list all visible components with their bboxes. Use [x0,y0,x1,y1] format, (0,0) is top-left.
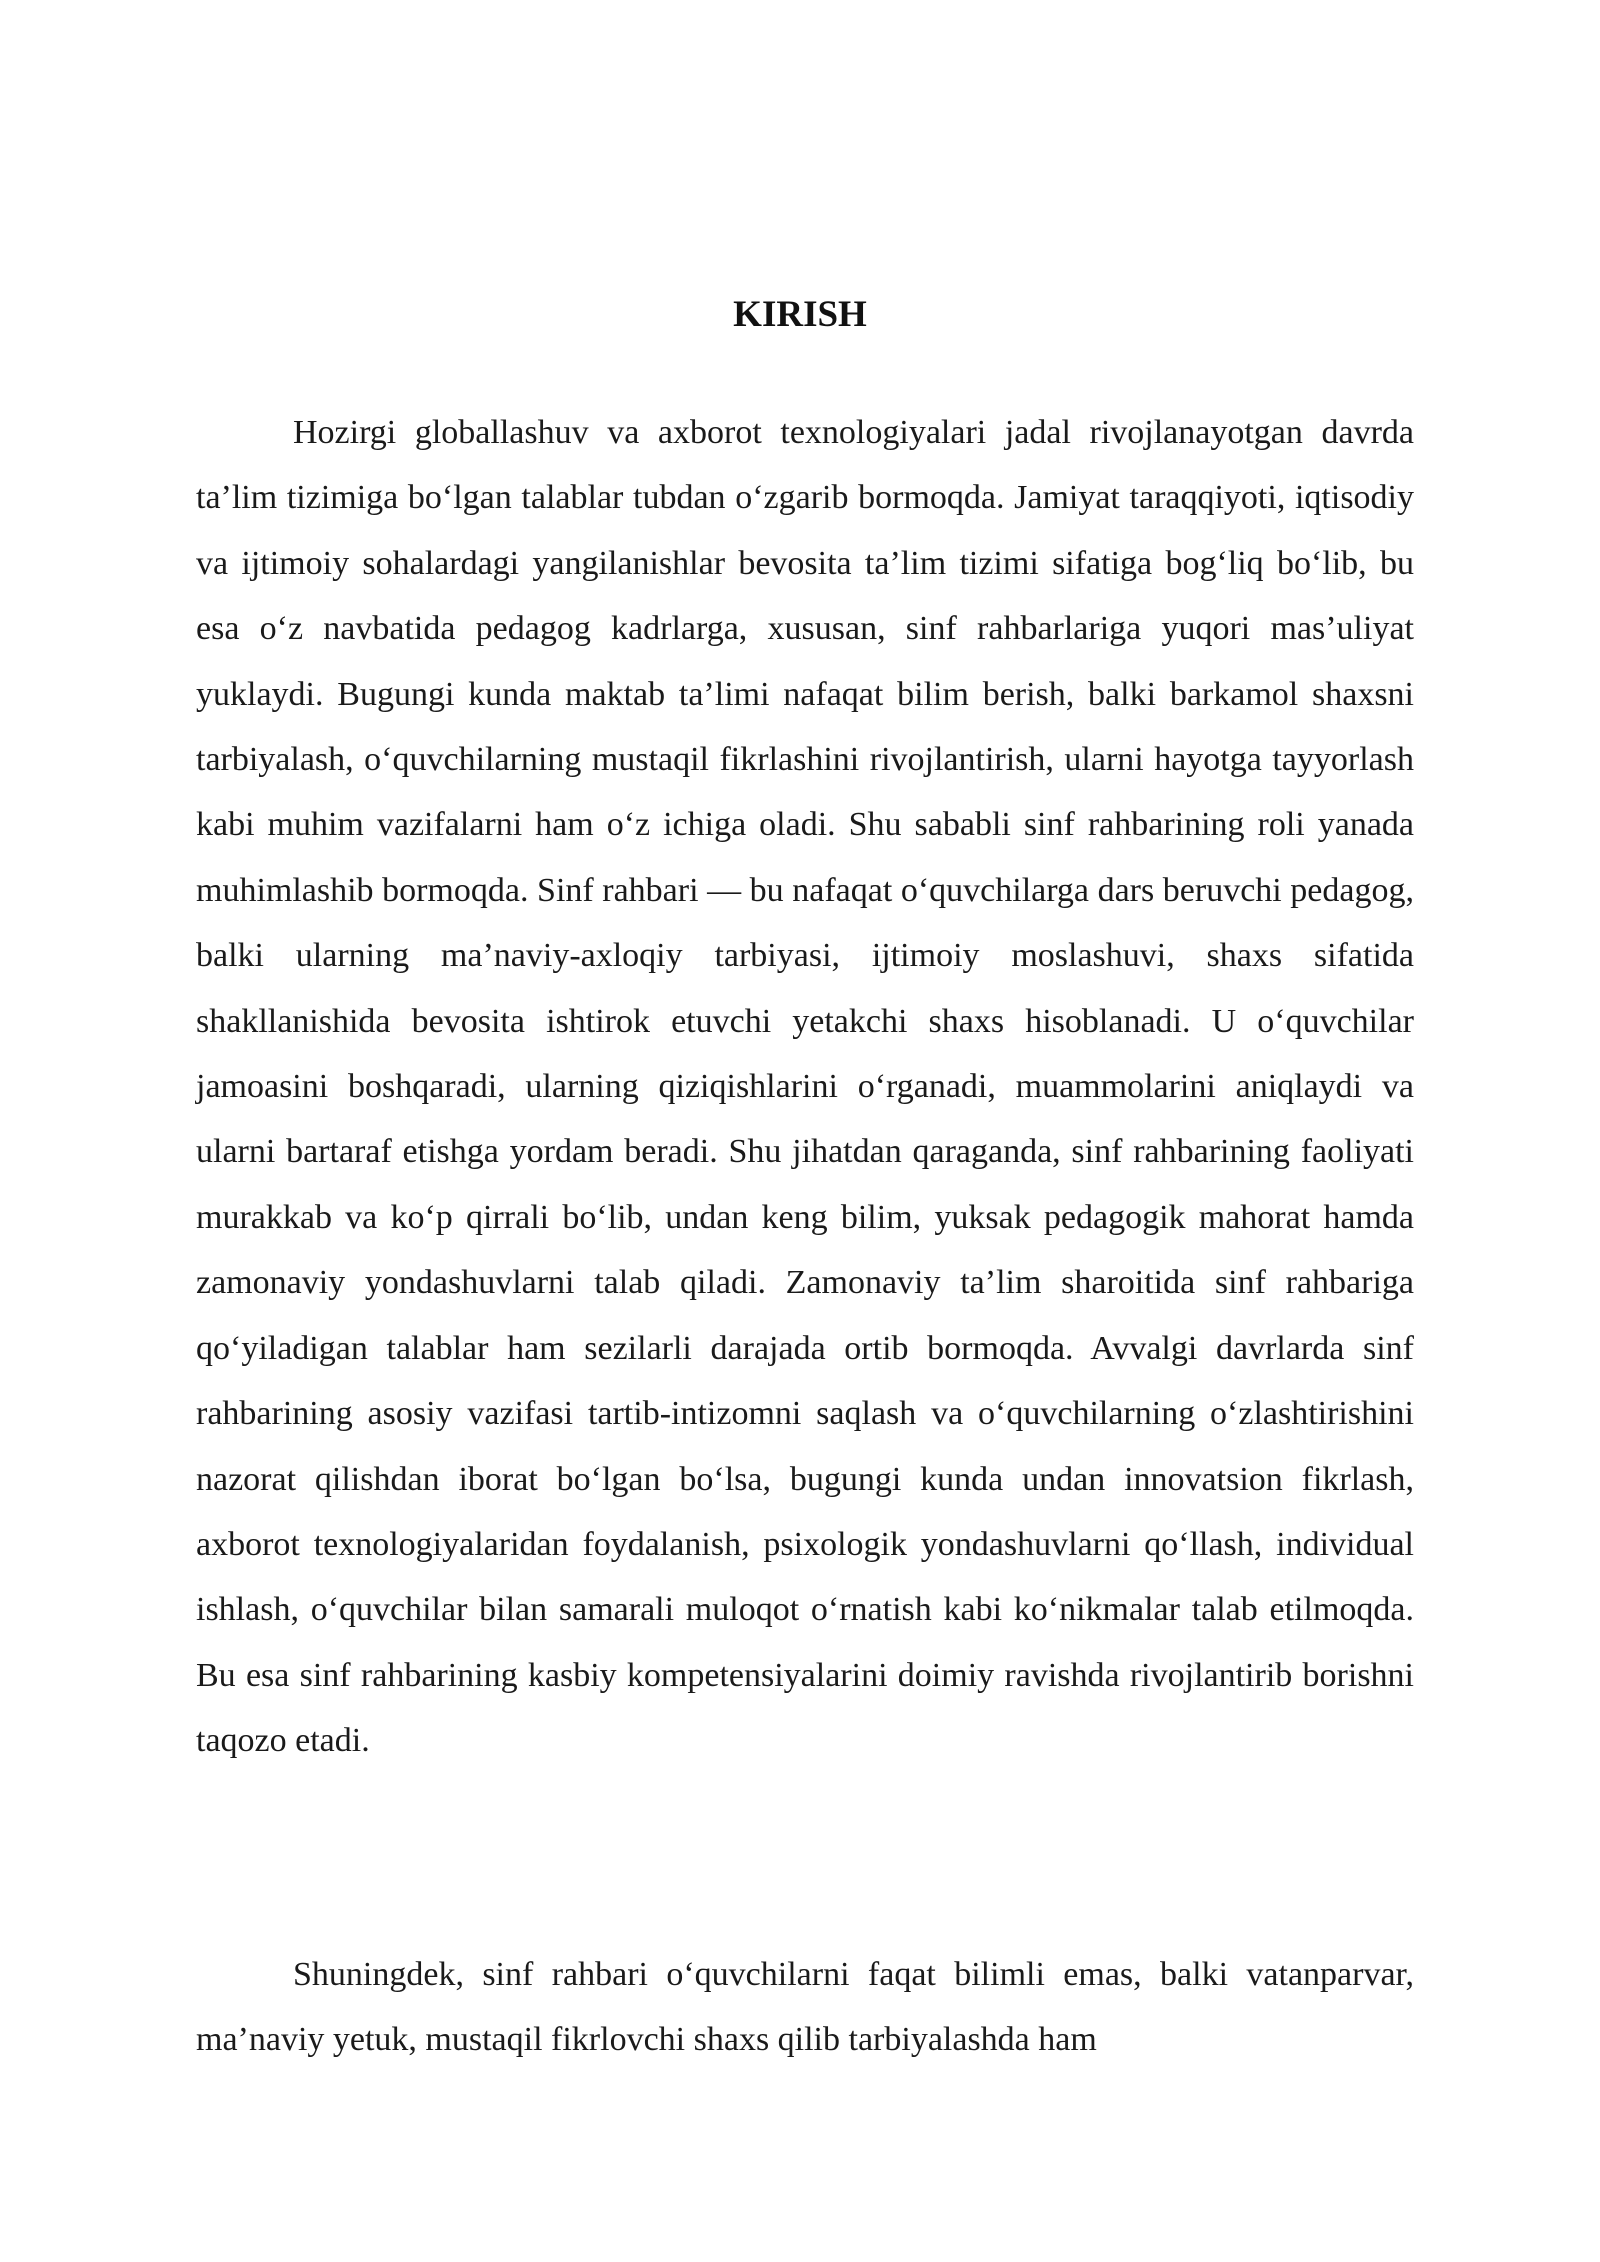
paragraph-1: Hozirgi globallashuv va axborot texnologiyalari jadal rivojlanayotgan davrda ta’lim tizimiga bo‘lgan talablar tubdan o‘zgarib bormoqda. Jamiyat taraqqiyoti, iqtisodiy va ijtimoiy sohalardagi yangilanishlar bevosita ta’lim tizimi sifatiga bog‘liq bo‘lib, bu esa o‘z navbatida pedagog kadrlarga, xususan, sinf rahbarlariga yuqori mas’uliyat yuklaydi. Bugungi kunda maktab ta’limi nafaqat bilim berish, balki barkamol shaxsni tarbiyalash, o‘quvchilarning mustaqil fikrlashini rivojlantirish, ularni hayotga tayyorlash kabi muhim vazifalarni ham o‘z ichiga oladi. Shu sababli sinf rahbarining roli yanada muhimlashib bormoqda. Sinf rahbari — bu nafaqat o‘quvchilarga dars beruvchi pedagog, balki ularning ma’naviy-axloqiy tarbiyasi, ijtimoiy moslashuvi, shaxs sifatida shakllanishida bevosita ishtirok etuvchi yetakchi shaxs hisoblanadi. U o‘quvchilar jamoasini boshqaradi, ularning qiziqishlarini o‘rganadi, muammolarini aniqlaydi va ularni bartaraf etishga yordam beradi. Shu jihatdan qaraganda, sinf rahbarining faoliyati murakkab va ko‘p qirrali bo‘lib, undan keng bilim, yuksak pedagogik mahorat hamda zamonaviy yondashuvlarni talab qiladi. Zamonaviy ta’lim sharoitida sinf rahbariga qo‘yiladigan talablar ham sezilarli darajada ortib bormoqda. Avvalgi davrlarda sinf rahbarining asosiy vazifasi tartib-intizomni saqlash va o‘quvchilarning o‘zlashtirishini nazorat qilishdan iborat bo‘lgan bo‘lsa, bugungi kunda undan innovatsion fikrlash, axborot texnologiyalaridan foydalanish, psixologik yondashuvlarni qo‘llash, individual ishlash, o‘quvchilar bilan samarali muloqot o‘rnatish kabi ko‘nikmalar talab etilmoqda. Bu esa sinf rahbarining kasbiy kompetensiyalarini doimiy ravishda rivojlantirib borishni taqozo etadi. [196,414,1414,1760]
document-title: KIRISH [733,294,867,335]
paragraph-2: Shuningdek, sinf rahbari o‘quvchilarni faqat bilimli emas, balki vatanparvar, ma’naviy yetuk, mustaqil fikrlovchi shaxs qilib tarbiyalashda ham [196,1956,1414,2059]
